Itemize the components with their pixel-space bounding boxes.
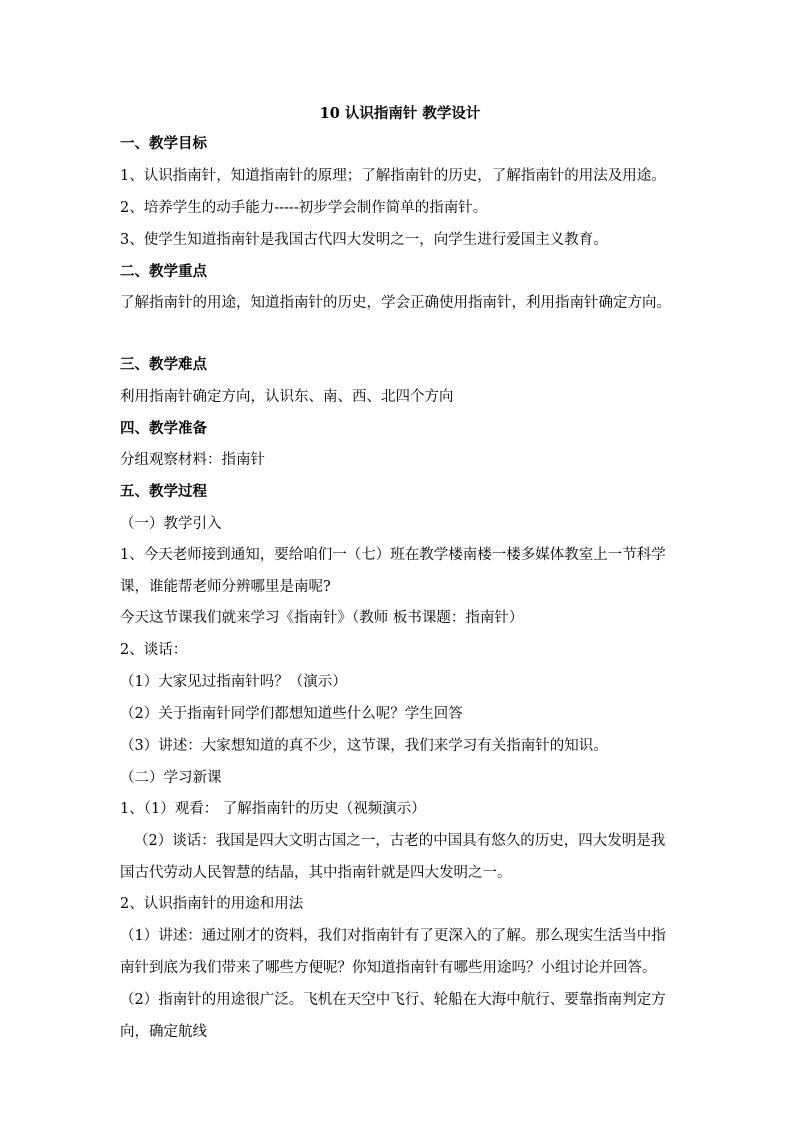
paragraph-line: （3）讲述：大家想知道的真不少，这节课，我们来学习有关指南针的知识。 [120, 738, 608, 754]
paragraph-line: （2）关于指南针同学们都想知道些什么呢？学生回答 [120, 706, 463, 722]
paragraph-line: 利用指南针确定方向，认识东、南、西、北四个方向 [120, 389, 454, 405]
document-title: 10 认识指南针 教学设计 [319, 105, 481, 122]
paragraph-line: （1）大家见过指南针吗？（演示） [120, 674, 347, 690]
paragraph-line: 1、今天老师接到通知，要给咱们一（七）班在教学楼南楼一楼多媒体教室上一节科学 [120, 547, 666, 563]
paragraph-line: 南针到底为我们带来了哪些方便呢？你知道指南针有哪些用途吗？小组讨论并回答。 [120, 960, 657, 976]
paragraph-line: （一）教学引入 [120, 516, 222, 532]
section-heading-objectives: 一、教学目标 [120, 135, 207, 152]
paragraph-line: 向，确定航线 [120, 1024, 207, 1040]
paragraph-line: 今天这节课我们就来学习《指南针》（教师 板书课题：指南针） [120, 610, 524, 626]
section-heading-difficulties: 三、教学难点 [120, 356, 207, 373]
paragraph-line: 国古代劳动人民智慧的结晶，其中指南针就是四大发明之一。 [120, 865, 512, 881]
paragraph-line: （1）讲述：通过刚才的资料，我们对指南针有了更深入的了解。那么现实生活当中指 [120, 928, 666, 944]
paragraph-line: 2、谈话： [120, 642, 188, 658]
paragraph-line: （二）学习新课 [120, 770, 222, 786]
section-heading-preparation: 四、教学准备 [120, 420, 207, 437]
paragraph-line: 2、培养学生的动手能力-----初步学会制作简单的指南针。 [120, 200, 488, 216]
paragraph-line: 分组观察材料：指南针 [120, 452, 265, 468]
paragraph-line: （2）谈话：我国是四大文明古国之一，古老的中国具有悠久的历史，四大发明是我 [134, 833, 666, 849]
paragraph-line: 1、认识指南针，知道指南针的原理；了解指南针的历史，了解指南针的用法及用途。 [120, 168, 666, 184]
section-heading-key-points: 二、教学重点 [120, 263, 207, 280]
paragraph-line: （2）指南针的用途很广泛。飞机在天空中飞行、轮船在大海中航行、要靠指南判定方 [120, 992, 666, 1008]
paragraph-line: 3、使学生知道指南针是我国古代四大发明之一，向学生进行爱国主义教育。 [120, 232, 608, 248]
paragraph-line: 课，谁能帮老师分辨哪里是南呢? [120, 579, 331, 595]
paragraph-line: 了解指南针的用途，知道指南针的历史，学会正确使用指南针，利用指南针确定方向。 [120, 295, 671, 311]
paragraph-line: 1、（1）观看： 了解指南针的历史（视频演示） [120, 801, 426, 817]
section-heading-process: 五、教学过程 [120, 483, 207, 500]
paragraph-line: 2、认识指南针的用途和用法 [120, 896, 304, 912]
